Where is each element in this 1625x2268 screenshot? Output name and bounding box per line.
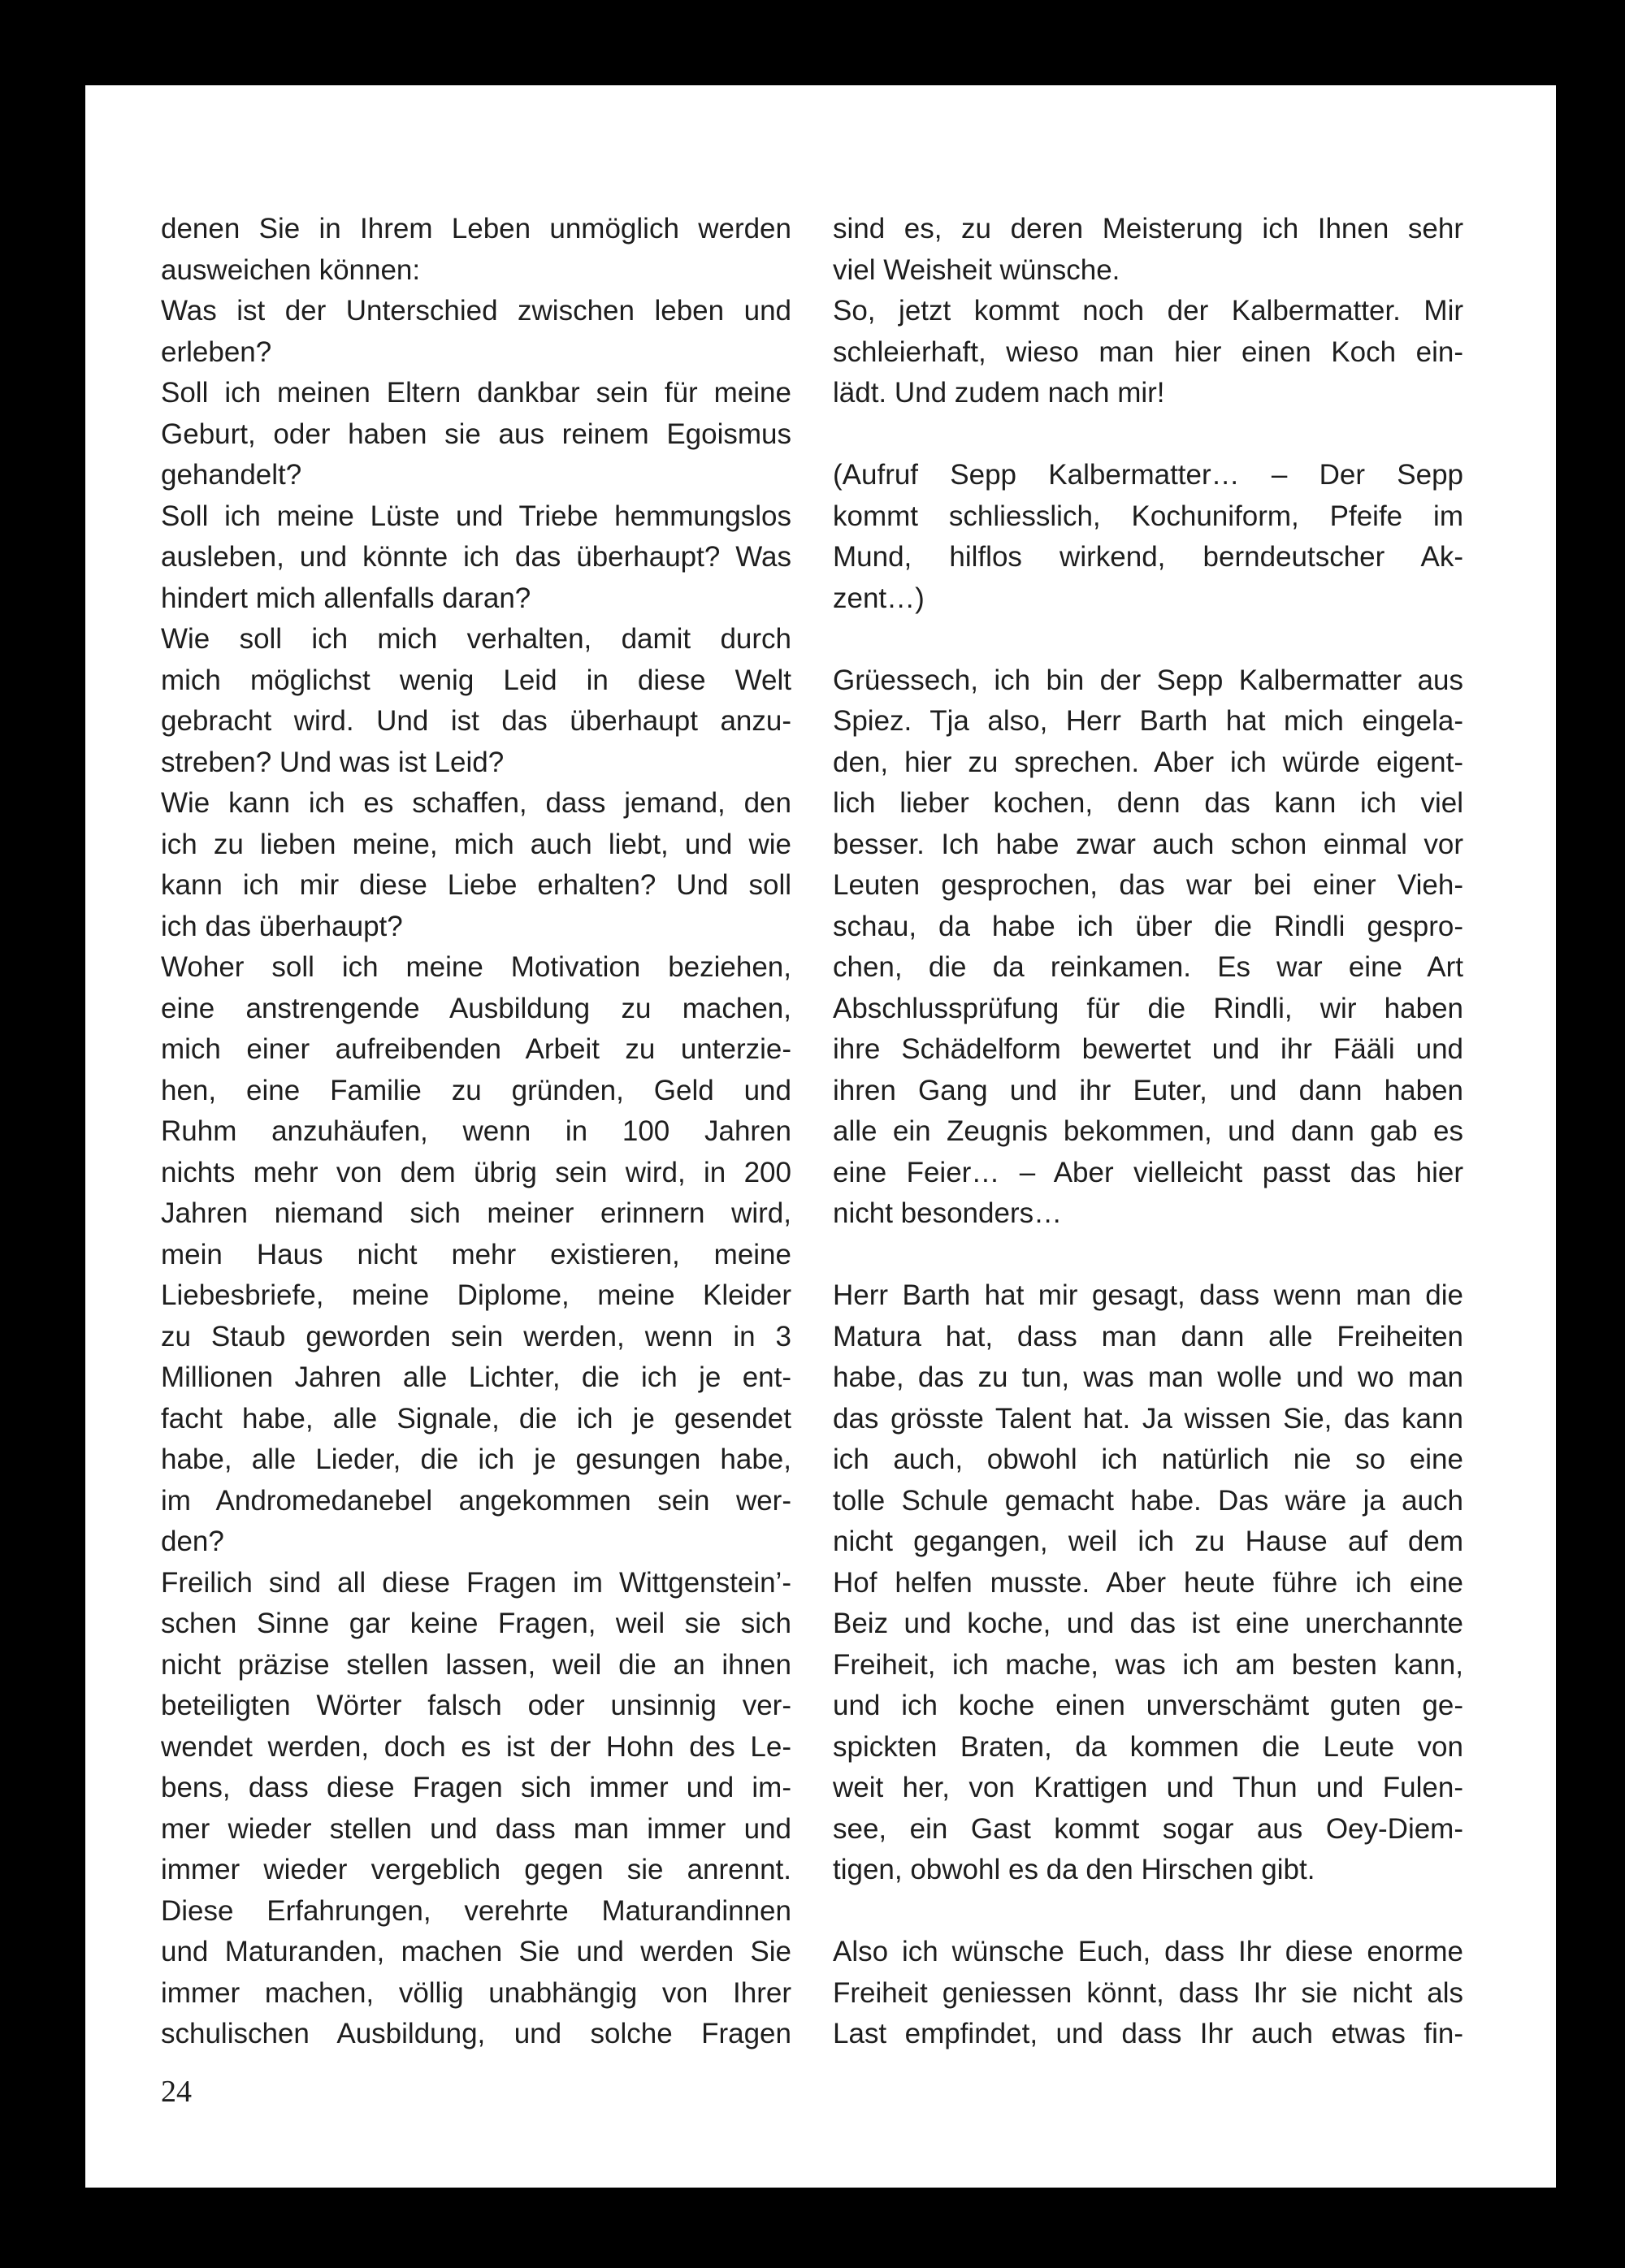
paragraph-gap	[833, 619, 1463, 660]
document-page	[85, 85, 1556, 2188]
text-line: Wie kann ich es schaffen, dass jemand, den	[161, 787, 791, 819]
text-line: Ruhm anzuhäufen, wenn in 100 Jahren	[161, 1115, 791, 1147]
text-line: Jahren niemand sich meiner erinnern wird,	[161, 1197, 791, 1229]
paragraph-gap	[833, 414, 1463, 456]
text-line: schleierhaft, wieso man hier einen Koch ein-	[833, 335, 1463, 368]
text-line: ausleben, und könnte ich das überhaupt? Was	[161, 541, 791, 573]
text-line: nicht präzise stellen lassen, weil die an ihnen	[161, 1648, 791, 1681]
text-line: beteiligten Wörter falsch oder unsinnig ver-	[161, 1690, 791, 1721]
text-line: Last empfindet, und dass Ihr auch etwas fin-	[833, 2018, 1463, 2049]
text-line: immer wieder vergeblich gegen sie anrennt.	[161, 1854, 791, 1885]
text-line: mer wieder stellen und dass man immer und	[161, 1812, 791, 1845]
text-line: weit her, von Krattigen und Thun und Fulen-	[833, 1772, 1463, 1803]
text-line: Also ich wünsche Euch, dass Ihr diese enorme	[833, 1936, 1463, 1967]
text-line: immer machen, völlig unabhängig von Ihrer	[161, 1976, 791, 2009]
text-line: schulischen Ausbildung, und solche Fragen	[161, 2018, 791, 2049]
text-line: Grüessech, ich bin der Sepp Kalbermatter aus	[833, 664, 1463, 696]
text-line: eine Feier… – Aber vielleicht passt das hier	[833, 1156, 1463, 1188]
text-line: Geburt, oder haben sie aus reinem Egoismus	[161, 418, 791, 450]
text-line: sind es, zu deren Meisterung ich Ihnen sehr	[833, 213, 1463, 245]
text-line: Freilich sind all diese Fragen im Wittgenstein’-	[161, 1566, 791, 1599]
text-line: und ich koche einen unverschämt guten ge-	[833, 1690, 1463, 1721]
text-line: tolle Schule gemacht habe. Das wäre ja auch	[833, 1484, 1463, 1517]
text-line: streben? Und was ist Leid?	[161, 746, 505, 778]
text-line: kommt schliesslich, Kochuniform, Pfeife im	[833, 500, 1463, 532]
text-line: spickten Braten, da kommen die Leute von	[833, 1730, 1463, 1763]
text-line: Freiheit, ich mache, was ich am besten kann,	[833, 1648, 1463, 1681]
text-line: alle ein Zeugnis bekommen, und dann gab es	[833, 1115, 1463, 1147]
text-line: Spiez. Tja also, Herr Barth hat mich eingela-	[833, 705, 1463, 737]
text-line: ich das überhaupt?	[161, 910, 403, 942]
text-line: habe, das zu tun, was man wolle und wo man	[833, 1361, 1463, 1393]
text-line: ihre Schädelform bewertet und ihr Fääli und	[833, 1033, 1463, 1065]
text-line: Leuten gesprochen, das war bei einer Vieh-	[833, 869, 1463, 901]
text-line: viel Weisheit wünsche.	[833, 253, 1120, 286]
text-line: mein Haus nicht mehr existieren, meine	[161, 1238, 791, 1270]
text-line: ihren Gang und ihr Euter, und dann haben	[833, 1074, 1463, 1106]
text-line: schen Sinne gar keine Fragen, weil sie sich	[161, 1608, 791, 1639]
text-line: mich einer aufreibenden Arbeit zu unterzie-	[161, 1033, 791, 1065]
text-line: habe, alle Lieder, die ich je gesungen habe,	[161, 1443, 791, 1475]
text-line: hen, eine Familie zu gründen, Geld und	[161, 1074, 791, 1106]
text-line: chen, die da reinkamen. Es war eine Art	[833, 951, 1463, 983]
text-line: Soll ich meine Lüste und Triebe hemmungslos	[161, 500, 791, 532]
text-line: mich möglichst wenig Leid in diese Welt	[161, 664, 791, 696]
text-line: nicht gegangen, weil ich zu Hause auf dem	[833, 1526, 1463, 1557]
text-line: Matura hat, dass man dann alle Freiheiten	[833, 1320, 1463, 1353]
text-line: lädt. Und zudem nach mir!	[833, 377, 1165, 409]
text-line: bens, dass diese Fragen sich immer und im-	[161, 1772, 791, 1803]
text-line: gebracht wird. Und ist das überhaupt anzu-	[161, 705, 791, 737]
text-line: den, hier zu sprechen. Aber ich würde eigent-	[833, 746, 1463, 778]
text-line: Abschlussprüfung für die Rindli, wir haben	[833, 992, 1463, 1024]
text-line: Mund, hilflos wirkend, berndeutscher Ak-	[833, 541, 1463, 573]
text-line: ich auch, obwohl ich natürlich nie so eine	[833, 1443, 1463, 1475]
text-line: das grösste Talent hat. Ja wissen Sie, das kann	[833, 1402, 1463, 1435]
text-line: im Andromedanebel angekommen sein wer-	[161, 1484, 791, 1517]
text-line: So, jetzt kommt noch der Kalbermatter. Mir	[833, 295, 1463, 327]
text-line: Hof helfen musste. Aber heute führe ich eine	[833, 1566, 1463, 1599]
text-line: Freiheit geniessen könnt, dass Ihr sie nicht als	[833, 1976, 1463, 2009]
left-text-column	[161, 209, 791, 2055]
right-text-column	[833, 209, 1463, 2055]
text-line: erleben?	[161, 335, 272, 368]
text-line: kann ich mir diese Liebe erhalten? Und soll	[161, 869, 791, 901]
paragraph-gap	[833, 1235, 1463, 1276]
text-line: Soll ich meinen Eltern dankbar sein für meine	[161, 377, 791, 409]
text-line: lich lieber kochen, denn das kann ich viel	[833, 787, 1463, 819]
page-number: 24	[161, 2075, 192, 2109]
text-line: Wie soll ich mich verhalten, damit durch	[161, 623, 791, 655]
text-line: ich zu lieben meine, mich auch liebt, und wie	[161, 828, 791, 860]
text-line: facht habe, alle Signale, die ich je gesendet	[161, 1402, 791, 1435]
text-line: Herr Barth hat mir gesagt, dass wenn man die	[833, 1279, 1463, 1311]
text-line: Woher soll ich meine Motivation beziehen,	[161, 951, 791, 983]
text-line: zent…)	[833, 582, 925, 614]
text-line: Liebesbriefe, meine Diplome, meine Kleider	[161, 1279, 791, 1311]
text-line: zu Staub geworden sein werden, wenn in 3	[161, 1320, 791, 1353]
text-line: see, ein Gast kommt sogar aus Oey-Diem-	[833, 1812, 1463, 1845]
text-line: nichts mehr von dem übrig sein wird, in 200	[161, 1156, 791, 1188]
text-line: Was ist der Unterschied zwischen leben und	[161, 295, 791, 327]
text-line: Beiz und koche, und das ist eine unerchannte	[833, 1608, 1463, 1639]
text-line: schau, da habe ich über die Rindli gespro-	[833, 910, 1463, 942]
paragraph-gap	[833, 1891, 1463, 1933]
text-line: den?	[161, 1526, 224, 1557]
text-line: eine anstrengende Ausbildung zu machen,	[161, 992, 791, 1024]
text-line: hindert mich allenfalls daran?	[161, 582, 531, 614]
text-line: nicht besonders…	[833, 1197, 1063, 1229]
text-line: Millionen Jahren alle Lichter, die ich je ent-	[161, 1361, 791, 1393]
text-line: denen Sie in Ihrem Leben unmöglich werden	[161, 213, 791, 245]
text-line: gehandelt?	[161, 459, 302, 491]
text-line: tigen, obwohl es da den Hirschen gibt.	[833, 1854, 1315, 1885]
text-line: (Aufruf Sepp Kalbermatter… – Der Sepp	[833, 459, 1463, 491]
text-line: Diese Erfahrungen, verehrte Maturandinnen	[161, 1894, 791, 1927]
text-line: wendet werden, doch es ist der Hohn des Le-	[161, 1730, 791, 1763]
text-line: ausweichen können:	[161, 253, 421, 286]
text-line: und Maturanden, machen Sie und werden Sie	[161, 1936, 791, 1967]
text-line: besser. Ich habe zwar auch schon einmal vor	[833, 828, 1463, 860]
